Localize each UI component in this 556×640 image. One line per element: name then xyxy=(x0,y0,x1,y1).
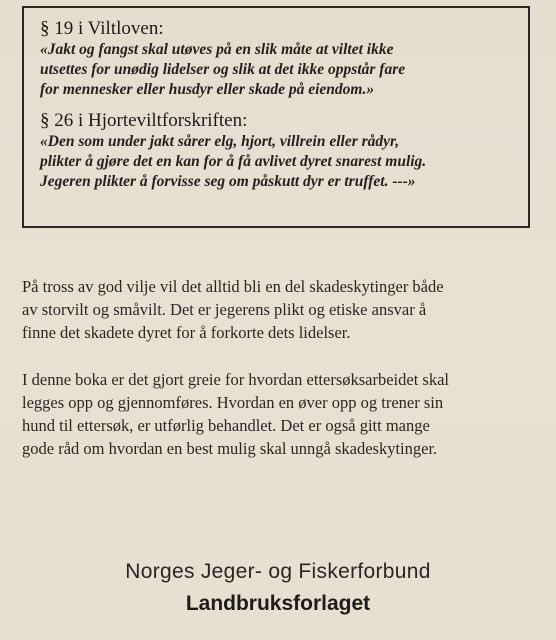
law-section-hjorteviltforskriften xyxy=(40,110,514,192)
body-line: I denne boka er det gjort greie for hvordan ettersøksarbeidet skal xyxy=(22,370,450,389)
law-quote-box xyxy=(22,6,530,228)
quote-line: for mennesker eller husdyr eller skade på eiendom.» xyxy=(40,81,375,98)
quote-line: «Jakt og fangst skal utøves på en slik måte at viltet ikke xyxy=(40,41,394,58)
section-heading: § 19 i Viltloven: xyxy=(40,18,164,39)
body-line: gode råd om hvordan en best mulig skal unngå skadeskytinger. xyxy=(22,439,438,458)
body-paragraph xyxy=(22,275,542,344)
publisher-name: Landbruksforlaget xyxy=(185,592,371,615)
section-quote xyxy=(40,132,514,192)
body-line: hund til ettersøk, er utførlig behandlet. Det er også gitt mange xyxy=(22,416,430,435)
quote-line: «Den som under jakt sårer elg, hjort, villrein eller rådyr, xyxy=(40,133,400,150)
body-paragraph xyxy=(22,368,542,460)
body-line: av storvilt og småvilt. Det er jegerens plikt og etiske ansvar å xyxy=(22,300,427,319)
section-quote xyxy=(40,40,514,100)
body-line: finne det skadete dyret for å forkorte dets lidelser. xyxy=(22,323,351,342)
section-heading: § 26 i Hjorteviltforskriften: xyxy=(40,110,248,131)
quote-line: utsettes for unødig lidelser og slik at det ikke oppstår fare xyxy=(40,61,406,78)
quote-line: Jegeren plikter å forvisse seg om påskutt dyr er truffet. ---» xyxy=(40,173,416,190)
body-line: legges opp og gjennomføres. Hvordan en øver opp og trener sin xyxy=(22,393,444,412)
quote-line: plikter å gjøre det en kan for å få avlivet dyret snarest mulig. xyxy=(40,153,427,170)
law-section-viltloven xyxy=(40,18,514,100)
organization-name: Norges Jeger- og Fiskerforbund xyxy=(125,560,431,583)
body-line: På tross av god vilje vil det alltid bli en del skadeskytinger både xyxy=(22,277,444,296)
